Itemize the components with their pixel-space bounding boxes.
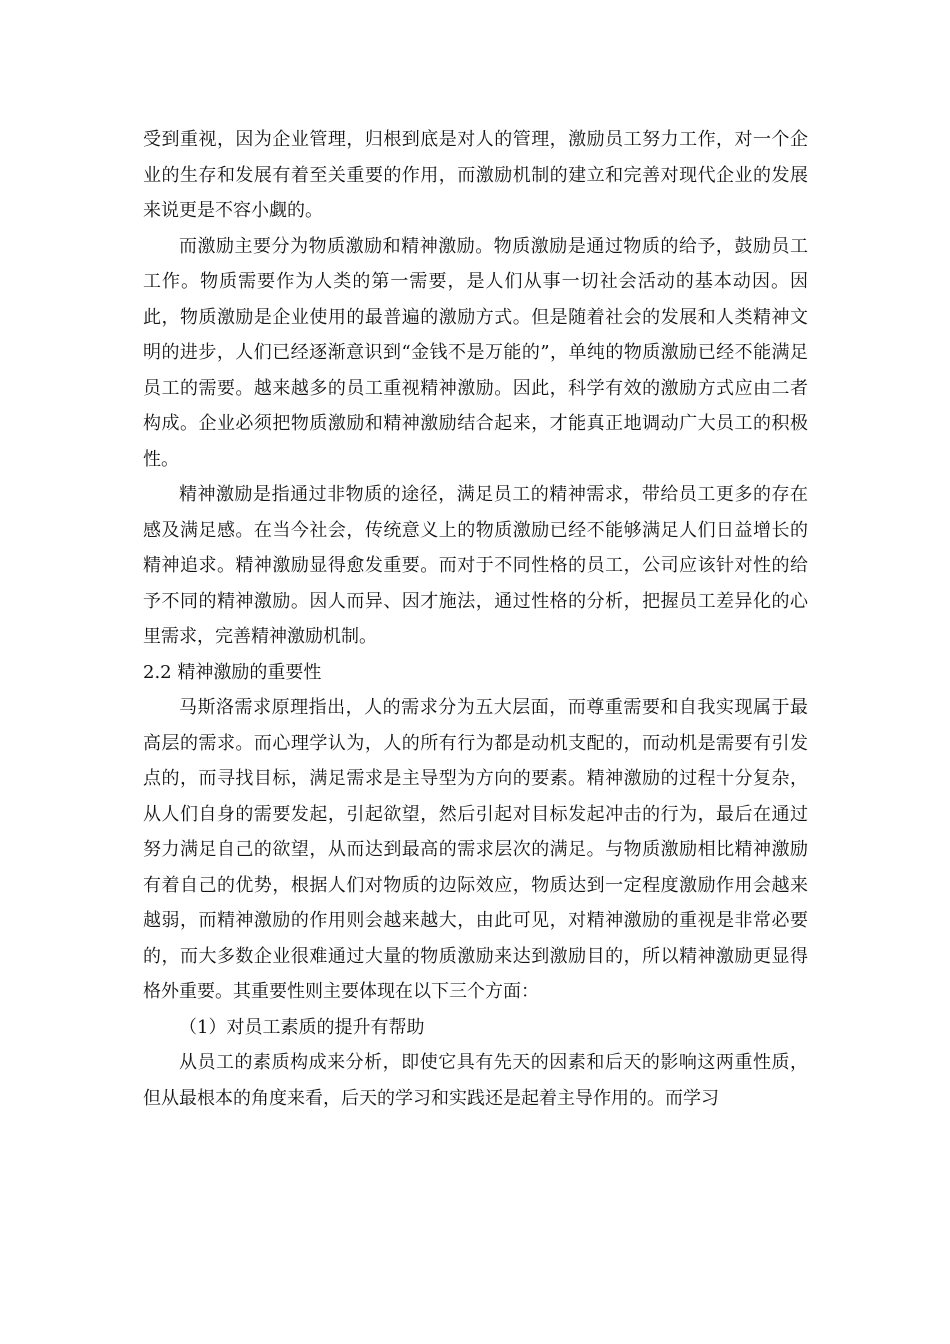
paragraph-5: 从员工的素质构成来分析，即使它具有先天的因素和后天的影响这两重性质，但从最根本的角度来看，后天的学习和实践还是起着主导作用的。而学习 (143, 1052, 808, 1109)
document-body (143, 122, 808, 1116)
paragraph-1: 受到重视，因为企业管理，归根到底是对人的管理，激励员工努力工作，对一个企业的生存和发展有着至关重要的作用，而激励机制的建立和完善对现代企业的发展来说更是不容小觑的。 (143, 129, 808, 221)
paragraph-3: 精神激励是指通过非物质的途径，满足员工的精神需求，带给员工更多的存在感及满足感。在当今社会，传统意义上的物质激励已经不能够满足人们日益增长的精神追求。精神激励显得愈发重要。而对于不同性格的员工，公司应该针对性的给予不同的精神激励。因人而异、因才施法，通过性格的分析，把握员工差异化的心里需求，完善精神激励机制。 (143, 484, 808, 647)
sub-heading-1: （1）对员工素质的提升有帮助 (179, 1016, 425, 1038)
paragraph-4: 马斯洛需求原理指出，人的需求分为五大层面，而尊重需要和自我实现属于最高层的需求。而心理学认为，人的所有行为都是动机支配的，而动机是需要有引发点的，而寻找目标，满足需求是主导型为方向的要素。精神激励的过程十分复杂，从人们自身的需要发起，引起欲望，然后引起对目标发起冲击的行为，最后在通过努力满足自己的欲望，从而达到最高的需求层次的满足。与物质激励相比精神激励有着自己的优势，根据人们对物质的边际效应，物质达到一定程度激励作用会越来越弱，而精神激励的作用则会越来越大，由此可见，对精神激励的重视是非常必要的，而大多数企业很难通过大量的物质激励来达到激励目的，所以精神激励更显得格外重要。其重要性则主要体现在以下三个方面： (143, 697, 808, 1002)
section-heading: 2.2 精神激励的重要性 (143, 661, 322, 683)
paragraph-2: 而激励主要分为物质激励和精神激励。物质激励是通过物质的给予，鼓励员工工作。物质需要作为人类的第一需要，是人们从事一切社会活动的基本动因。因此，物质激励是企业使用的最普遍的激励方式。但是随着社会的发展和人类精神文明的进步，人们已经逐渐意识到“金钱不是万能的”，单纯的物质激励已经不能满足员工的需要。越来越多的员工重视精神激励。因此，科学有效的激励方式应由二者构成。企业必须把物质激励和精神激励结合起来，才能真正地调动广大员工的积极性。 (143, 235, 808, 470)
